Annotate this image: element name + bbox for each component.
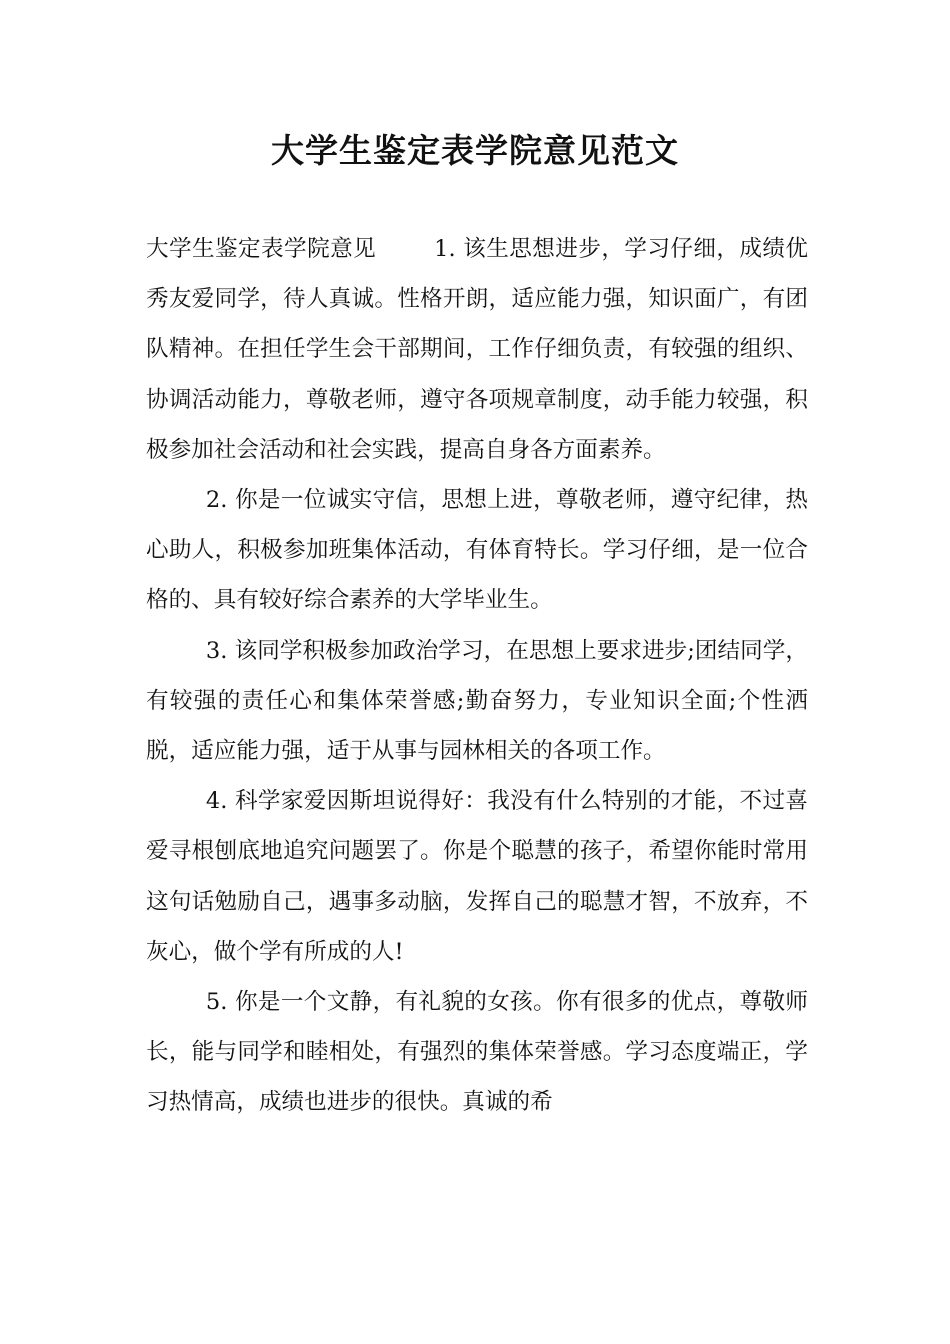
intro-heading: 大学生鉴定表学院意见 bbox=[146, 236, 377, 262]
paragraph-5: 5. 你是一个文静，有礼貌的女孩。你有很多的优点，尊敬师长，能与同学和睦相处，有强烈的集体荣誉感。学习态度端正，学习热情高，成绩也进步的很快。真诚的希 bbox=[146, 989, 808, 1116]
paragraph-4: 4. 科学家爱因斯坦说得好：我没有什么特别的才能，不过喜爱寻根刨底地追究问题罢了。你是个聪慧的孩子，希望你能时常用这句话勉励自己，遇事多动脑，发挥自己的聪慧才智，不放弃，不灰心，做个学有所成的人! bbox=[146, 788, 808, 965]
paragraph-2: 2. 你是一位诚实守信，思想上进，尊敬老师，遵守纪律，热心助人，积极参加班集体活动，有体育特长。学习仔细，是一位合格的、具有较好综合素养的大学毕业生。 bbox=[146, 487, 808, 614]
document-body bbox=[146, 224, 808, 1128]
document-title: 大学生鉴定表学院意见范文 bbox=[271, 131, 679, 170]
paragraph-1 bbox=[146, 224, 808, 475]
paragraph-1-text: 1. 该生思想进步，学习仔细，成绩优秀友爱同学，待人真诚。性格开朗，适应能力强，知识面广，有团队精神。在担任学生会干部期间，工作仔细负责，有较强的组织、协调活动能力，尊敬老师，遵守各项规章制度，动手能力较强，积极参加社会活动和社会实践，提高自身各方面素养。 bbox=[146, 236, 808, 463]
paragraph-3: 3. 该同学积极参加政治学习，在思想上要求进步;团结同学，有较强的责任心和集体荣誉感;勤奋努力，专业知识全面;个性洒脱，适应能力强，适于从事与园林相关的各项工作。 bbox=[146, 637, 808, 765]
